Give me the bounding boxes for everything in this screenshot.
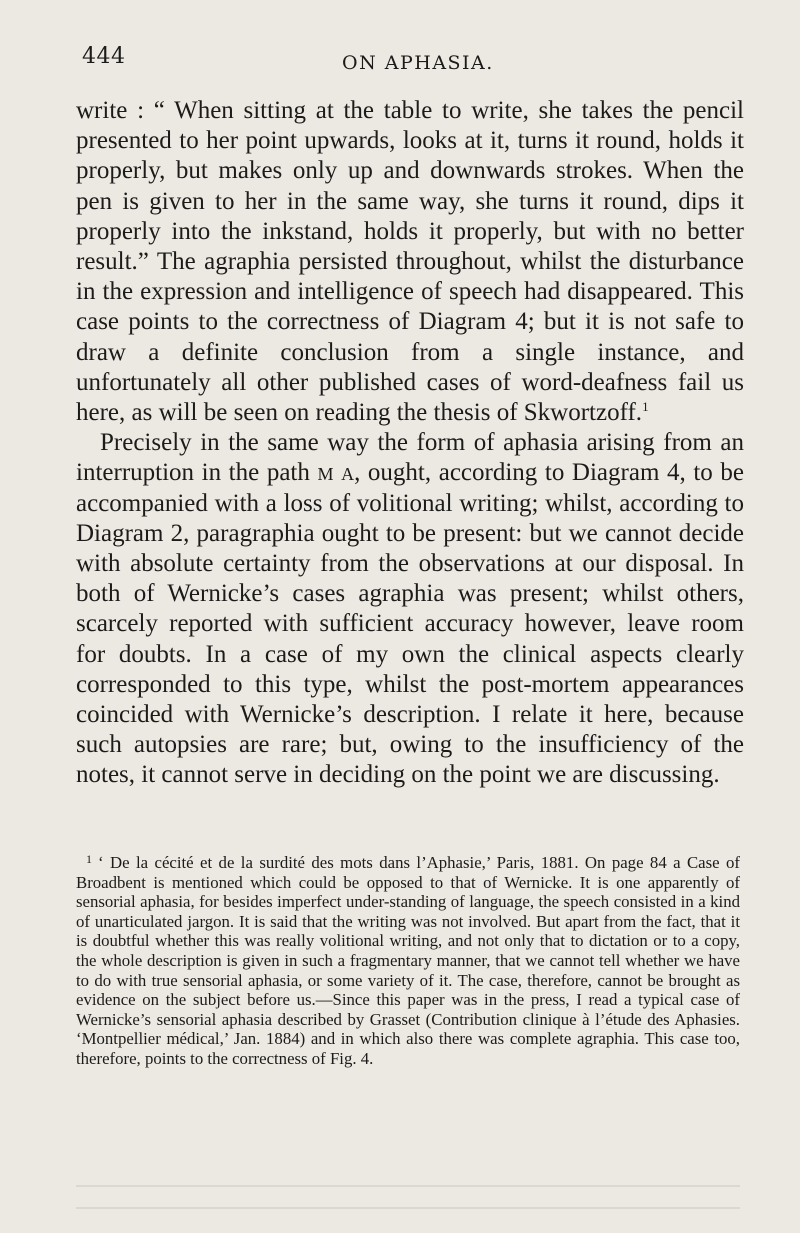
path-label: m a	[317, 459, 355, 487]
paragraph-1	[76, 96, 744, 428]
paragraph-2	[76, 428, 744, 790]
main-text	[76, 96, 744, 791]
paragraph-1-text: write : “ When sitting at the table to write, she takes the pencil presented to her point upwards, looks at it, turns it round, holds it properly, but makes only up and downwards strokes. When the pen is given to her in the same way, she turns it round, dips it properly into the inkstand, holds it properly, but with no better result.” The agraphia persisted throughout, whilst the disturbance in the expression and intelligence of speech had disappeared. This case points to the correctness of Diagram 4; but it is not safe to draw a definite conclusion from a single instance, and unfortunately all other published cases of word-deafness fail us here, as will be seen on reading the thesis of Skwortzoff.	[76, 97, 744, 427]
show-through-from-reverse	[76, 1185, 740, 1233]
footnote-marker: 1	[86, 852, 92, 866]
footnote-reference: 1	[642, 399, 649, 415]
footnote	[76, 850, 740, 1069]
page-number: 444	[82, 44, 126, 69]
paragraph-2-text-end: , ought, according to Diagram 4, to be accompanied with a loss of volitional writing; whilst, according to Diagram 2, paragraphia ought to be present: but we cannot decide with absolute certainty from the observations at our disposal. In both of Wernicke’s cases agraphia was present; whilst others, scarcely reported with sufficient accuracy however, leave room for doubts. In a case of my own the clinical aspects clearly corresponded to this type, whilst the post-mortem appearances coincided with Wernicke’s description. I relate it here, because such autopsies are rare; but, owing to the insufficiency of the notes, it cannot serve in deciding on the point we are discussing.	[76, 459, 744, 789]
running-title: ON APHASIA.	[342, 52, 494, 74]
footnote-text: ‘ De la cécité et de la surdité des mots dans l’Aphasie,’ Paris, 1881. On page 84 a Case of Broadbent is mentioned which could be opposed to that of Wernicke. It is one apparently of sensorial aphasia, for besides imperfect under-standing of language, the speech consisted in a kind of unarticulated jargon. It is said that the writing was not involved. But apart from the fact, that it is doubtful whether this was really volitional writing, and not only that to dictation or to a copy, the whole description is given in such a fragmentary manner, that we cannot tell whether we have to do with true sensorial aphasia, or some variety of it. The case, therefore, cannot be brought as evidence on the subject before us.—Since this paper was in the press, I read a typical case of Wernicke’s sensorial aphasia described by Grasset (Contribution clinique à l’étude des Aphasies. ‘Montpellier médical,’ Jan. 1884) and in which also there was complete agraphia. This case too, therefore, points to the correctness of Fig. 4.	[76, 853, 740, 1068]
page-header	[82, 44, 740, 84]
paragraph-2-text-start: Precisely in the same way the form of aphasia arising from an interruption in the path	[76, 429, 744, 487]
